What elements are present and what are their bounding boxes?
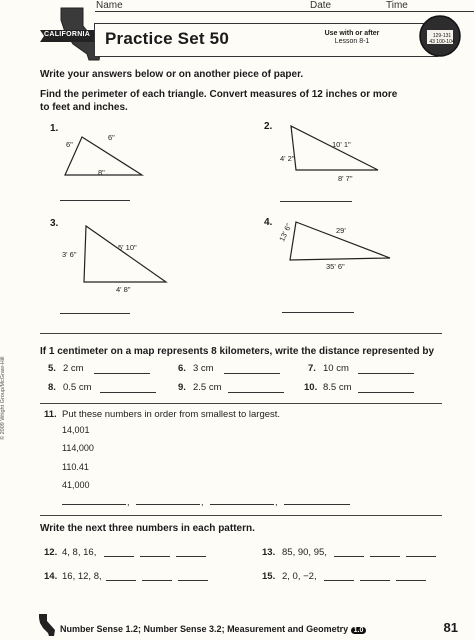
order-number: 14,001 bbox=[62, 425, 90, 435]
state-label: CALIFORNIA bbox=[44, 31, 91, 38]
answer-blank[interactable] bbox=[104, 556, 134, 557]
side-label: 4' 8" bbox=[116, 285, 131, 294]
name-label: Name bbox=[96, 0, 123, 11]
problem-number: 1. bbox=[50, 123, 59, 134]
answer-blank[interactable] bbox=[60, 313, 130, 314]
map-value: 2 cm bbox=[63, 363, 84, 374]
answer-blank[interactable] bbox=[334, 556, 364, 557]
answer-blank[interactable] bbox=[140, 556, 170, 557]
side-label: 6" bbox=[108, 133, 115, 142]
answer-blank[interactable] bbox=[60, 200, 130, 201]
order-instruction: Put these numbers in order from smallest to largest. bbox=[62, 409, 281, 420]
california-footer-icon bbox=[36, 612, 58, 638]
standards-footer bbox=[60, 624, 366, 634]
answer-blank[interactable] bbox=[282, 312, 354, 313]
answer-blank[interactable] bbox=[94, 373, 150, 374]
problem-number: 4. bbox=[264, 217, 273, 228]
map-value: 3 cm bbox=[193, 363, 214, 374]
problem-number: 5. bbox=[48, 363, 56, 374]
triangle-4 bbox=[288, 218, 396, 264]
side-label: 10' 1" bbox=[332, 140, 351, 149]
answer-blank[interactable] bbox=[142, 580, 172, 581]
problem-number: 13. bbox=[262, 547, 276, 558]
answer-blank[interactable] bbox=[228, 392, 284, 393]
header-line bbox=[95, 11, 474, 12]
pattern-sequence: 4, 8, 16, bbox=[62, 547, 97, 558]
side-label: 4' 2" bbox=[280, 154, 295, 163]
problem-number: 10. bbox=[304, 382, 318, 393]
time-label: Time bbox=[386, 0, 408, 11]
answer-blank[interactable] bbox=[224, 373, 280, 374]
map-value: 0.5 cm bbox=[63, 382, 92, 393]
comma: , bbox=[201, 497, 204, 507]
answer-blank[interactable] bbox=[62, 504, 126, 505]
pattern-instruction: Write the next three numbers in each pattern. bbox=[40, 523, 255, 534]
answer-blank[interactable] bbox=[210, 504, 274, 505]
problem-number: 14. bbox=[44, 571, 58, 582]
comma: , bbox=[127, 497, 130, 507]
answer-blank[interactable] bbox=[324, 580, 354, 581]
section-divider bbox=[40, 515, 442, 516]
answer-blank[interactable] bbox=[178, 580, 208, 581]
standards-text: Number Sense 1.2; Number Sense 3.2; Measurement and Geometry bbox=[60, 624, 349, 634]
answer-blank[interactable] bbox=[406, 556, 436, 557]
pattern-sequence: 2, 0, −2, bbox=[282, 571, 317, 582]
date-label: Date bbox=[310, 0, 332, 11]
side-label: 5' 10" bbox=[118, 243, 137, 252]
title-box bbox=[94, 23, 438, 57]
map-value: 10 cm bbox=[323, 363, 349, 374]
section-divider bbox=[40, 403, 442, 404]
answer-blank[interactable] bbox=[136, 504, 200, 505]
perimeter-instruction: Find the perimeter of each triangle. Convert measures of 12 inches or more to feet and inches. bbox=[40, 89, 398, 113]
side-label: 8" bbox=[98, 168, 105, 177]
answer-blank[interactable] bbox=[176, 556, 206, 557]
problem-number: 15. bbox=[262, 571, 276, 582]
use-with-label: Use with or after bbox=[324, 30, 380, 37]
answer-blank[interactable] bbox=[280, 201, 352, 202]
answer-blank[interactable] bbox=[358, 373, 414, 374]
answer-blank[interactable] bbox=[396, 580, 426, 581]
problem-number: 7. bbox=[308, 363, 316, 374]
pattern-sequence: 16, 12, 8, bbox=[62, 571, 102, 582]
map-value: 8.5 cm bbox=[323, 382, 352, 393]
map-instruction: If 1 centimeter on a map represents 8 kilometers, write the distance represented by bbox=[40, 346, 435, 357]
page-number: 81 bbox=[443, 620, 458, 635]
side-label: 29' bbox=[336, 226, 346, 235]
order-number: 110.41 bbox=[62, 462, 89, 472]
answer-blank[interactable] bbox=[358, 392, 414, 393]
answer-blank[interactable] bbox=[100, 392, 156, 393]
problem-number: 3. bbox=[50, 218, 59, 229]
side-label: 6" bbox=[66, 140, 73, 149]
order-number: 41,000 bbox=[62, 480, 90, 490]
copyright-text: © 2009 Wright Group/McGraw-Hill bbox=[0, 356, 6, 440]
problem-number: 6. bbox=[178, 363, 186, 374]
answer-blank[interactable] bbox=[284, 504, 350, 505]
section-divider bbox=[40, 333, 442, 334]
problem-number: 12. bbox=[44, 547, 58, 558]
answer-blank[interactable] bbox=[106, 580, 136, 581]
lesson-label: Lesson 8-1 bbox=[334, 38, 370, 45]
reference-badge: 129-131 43 100-104 bbox=[429, 33, 455, 45]
write-instruction: Write your answers below or on another piece of paper. bbox=[40, 69, 304, 80]
triangle-2 bbox=[290, 124, 390, 176]
standards-badge: 1.0 bbox=[351, 627, 367, 634]
answer-blank[interactable] bbox=[360, 580, 390, 581]
side-label: 13' 6" bbox=[277, 222, 294, 243]
page-title: Practice Set 50 bbox=[105, 29, 229, 48]
answer-blank[interactable] bbox=[370, 556, 400, 557]
problem-number: 8. bbox=[48, 382, 56, 393]
side-label: 3' 6" bbox=[62, 250, 77, 259]
comma: , bbox=[275, 497, 278, 507]
side-label: 35' 6" bbox=[326, 262, 345, 271]
problem-number: 2. bbox=[264, 121, 273, 132]
problem-number: 9. bbox=[178, 382, 186, 393]
map-value: 2.5 cm bbox=[193, 382, 222, 393]
triangle-3 bbox=[80, 222, 170, 284]
pattern-sequence: 85, 90, 95, bbox=[282, 547, 327, 558]
order-number: 114,000 bbox=[62, 443, 94, 453]
problem-number: 11. bbox=[44, 409, 57, 420]
side-label: 8' 7" bbox=[338, 174, 353, 183]
